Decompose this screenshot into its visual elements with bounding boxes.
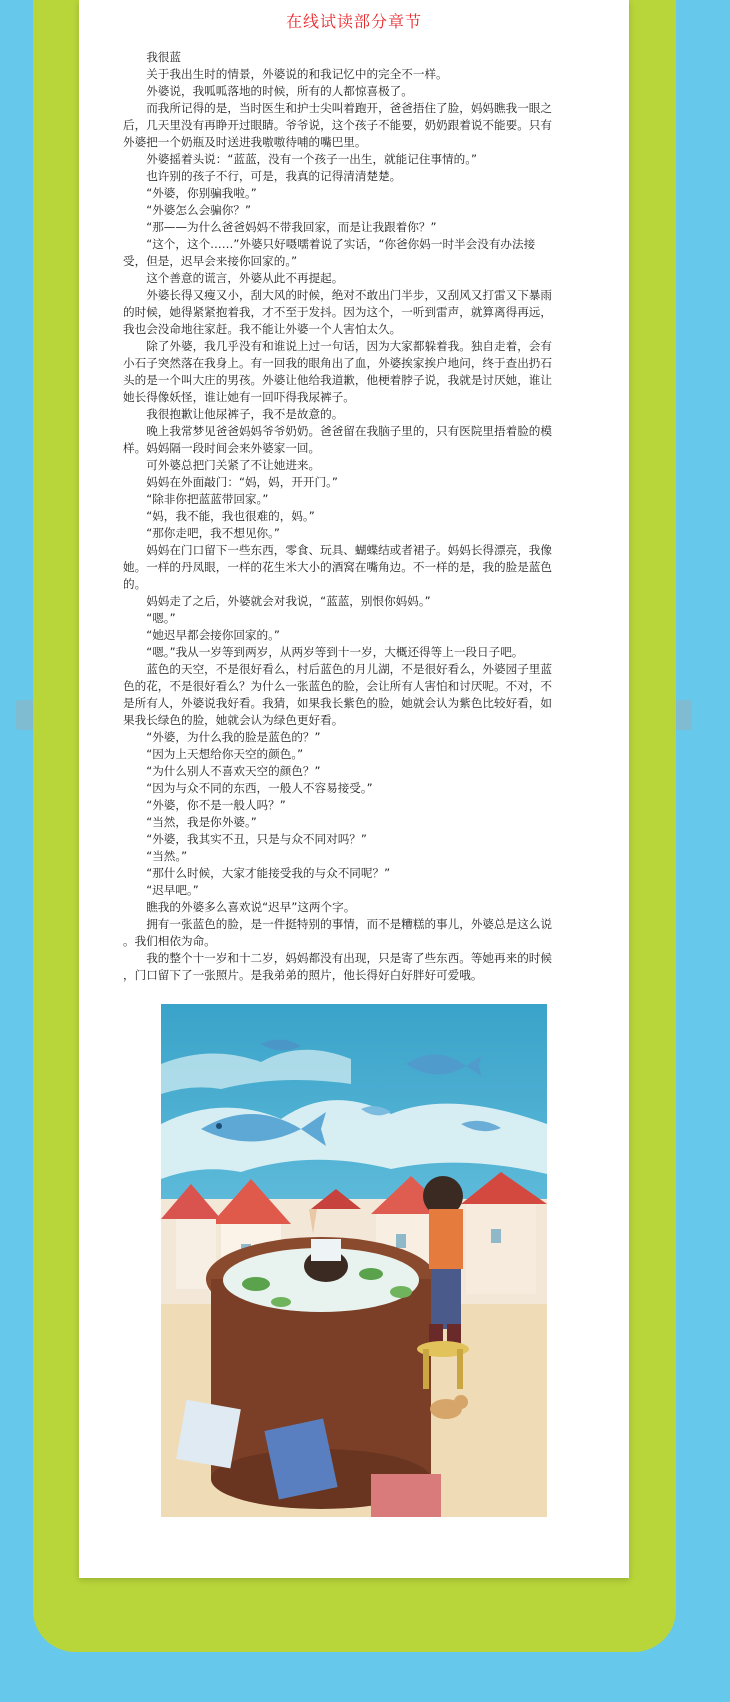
illustration-art — [161, 1004, 547, 1517]
text-line: “妈，我不能，我也很难的，妈。” — [146, 509, 315, 523]
text-line: 除了外婆，我几乎没有和谁说上过一句话，因为大家都躲着我。独自走着，会有 — [146, 339, 552, 353]
text-line: “外婆，为什么我的脸是蓝色的？” — [146, 730, 321, 744]
text-line: “那什么时候，大家才能接受我的与众不同呢？” — [146, 866, 391, 880]
text-line: 外婆长得又瘦又小，刮大风的时候，绝对不敢出门半步，又刮风又打雷又下暴雨 — [146, 288, 552, 302]
text-line: 外婆把一个奶瓶及时送进我嗷嗷待哺的嘴巴里。 — [123, 135, 367, 149]
text-line: 也许别的孩子不行，可是，我真的记得清清楚楚。 — [146, 169, 402, 183]
text-line: 瞧我的外婆多么喜欢说“迟早”这两个字。 — [146, 900, 356, 914]
text-line: “因为与众不同的东西，一般人不容易接受。” — [146, 781, 373, 795]
reading-page — [79, 0, 629, 1578]
section-title: 在线试读部分章节 — [285, 12, 422, 31]
text-line: 果我长绿色的脸，她就会认为绿色更好看。 — [123, 713, 344, 727]
text-line: “外婆，我其实不丑，只是与众不同对吗？” — [146, 832, 367, 846]
text-line: 色的花，不是很好看么？为什么一张蓝色的脸，会让所有人害怕和讨厌呢。不对，不 — [123, 679, 552, 693]
text-line: 后，几天里没有再睁开过眼睛。爷爷说，这个孩子不能要，奶奶跟着说不能要。只有 — [123, 118, 552, 132]
text-line: “外婆，你别骗我啦。” — [146, 186, 257, 200]
text-line: 的。 — [123, 577, 147, 591]
text-line: 关于我出生时的情景，外婆说的和我记忆中的完全不一样。 — [146, 67, 448, 81]
text-line: 而我所记得的是，当时医生和护士尖叫着跑开，爸爸捂住了脸，妈妈瞧我一眼之 — [146, 101, 552, 115]
text-line: “外婆怎么会骗你？” — [146, 203, 251, 217]
text-line: 是所有人，外婆说我好看。我猜，如果我长紫色的脸，她就会认为紫色比较好看，如 — [123, 696, 552, 710]
text-line: 外婆说，我呱呱落地的时候，所有的人都惊喜极了。 — [146, 84, 413, 98]
text-line: “当然。” — [146, 849, 188, 863]
text-line: “嗯。”我从一岁等到两岁，从两岁等到十一岁，大概还得等上一段日子吧。 — [146, 645, 524, 659]
text-line: 妈妈走了之后，外婆就会对我说，“蓝蓝，别恨你妈妈。” — [146, 594, 431, 608]
story-illustration — [161, 1004, 547, 1517]
text-line: 她长得像妖怪，谁让她有一回吓得我尿裤子。 — [123, 390, 355, 404]
text-line: 我很蓝 — [146, 50, 181, 64]
text-line: “这个，这个……”外婆只好嗫嚅着说了实话，“你爸你妈一时半会没有办法接 — [146, 237, 536, 251]
text-line: 我也会没命地往家赶。我不能让外婆一个人害怕太久。 — [123, 322, 402, 336]
text-line: 。我们相依为命。 — [123, 934, 216, 948]
text-line: 我的整个十一岁和十二岁，妈妈都没有出现，只是寄了些东西。等她再来的时候 — [146, 951, 552, 965]
text-line: 头的是一个叫大庄的男孩。外婆让他给我道歉，他梗着脖子说，我就是讨厌她，谁让 — [123, 373, 552, 387]
text-line: 妈妈在门口留下一些东西，零食、玩具、蝴蝶结或者裙子。妈妈长得漂亮，我像 — [146, 543, 552, 557]
chapter-text — [123, 49, 597, 984]
text-line: 的时候，她得紧紧抱着我，才不至于发抖。因为这个，一听到雷声，就算离得再远， — [123, 305, 552, 319]
text-line: 外婆摇着头说：“蓝蓝，没有一个孩子一出生，就能记住事情的。” — [146, 152, 478, 166]
text-line: “迟早吧。” — [146, 883, 199, 897]
text-line: 妈妈在外面敲门：“妈，妈，开开门。” — [146, 475, 338, 489]
text-line: 蓝色的天空，不是很好看么，村后蓝色的月儿湖，不是很好看么，外婆园子里蓝 — [146, 662, 552, 676]
text-line: 样。妈妈隔一段时间会来外婆家一回。 — [123, 441, 321, 455]
text-line: 拥有一张蓝色的脸，是一件挺特别的事情，而不是糟糕的事儿，外婆总是这么说 — [146, 917, 552, 931]
text-line: 晚上我常梦见爸爸妈妈爷爷奶奶。爸爸留在我脑子里的，只有医院里捂着脸的模 — [146, 424, 552, 438]
text-line: “除非你把蓝蓝带回家。” — [146, 492, 269, 506]
text-line: “那你走吧，我不想见你。” — [146, 526, 280, 540]
text-line: ，门口留下了一张照片。是我弟弟的照片，他长得好白好胖好可爱哦。 — [123, 968, 483, 982]
text-line: 可外婆总把门关紧了不让她进来。 — [146, 458, 321, 472]
text-line: “那——为什么爸爸妈妈不带我回家，而是让我跟着你？” — [146, 220, 437, 234]
text-line: “她迟早都会接你回家的。” — [146, 628, 280, 642]
text-line: 我很抱歉让他尿裤子，我不是故意的。 — [146, 407, 344, 421]
text-line: “外婆，你不是一般人吗？” — [146, 798, 286, 812]
text-line: 小石子突然落在我身上。有一回我的眼角出了血，外婆挨家挨户地问，终于查出扔石 — [123, 356, 552, 370]
text-line: 她。一样的丹凤眼，一样的花生米大小的酒窝在嘴角边。不一样的是，我的脸是蓝色 — [123, 560, 552, 574]
text-line: “因为上天想给你天空的颜色。” — [146, 747, 304, 761]
text-line: “为什么别人不喜欢天空的颜色？” — [146, 764, 321, 778]
text-line: “当然，我是你外婆。” — [146, 815, 257, 829]
text-line: “嗯。” — [146, 611, 176, 625]
text-line: 这个善意的谎言，外婆从此不再提起。 — [146, 271, 344, 285]
text-line: 受，但是，迟早会来接你回家的。” — [123, 254, 298, 268]
